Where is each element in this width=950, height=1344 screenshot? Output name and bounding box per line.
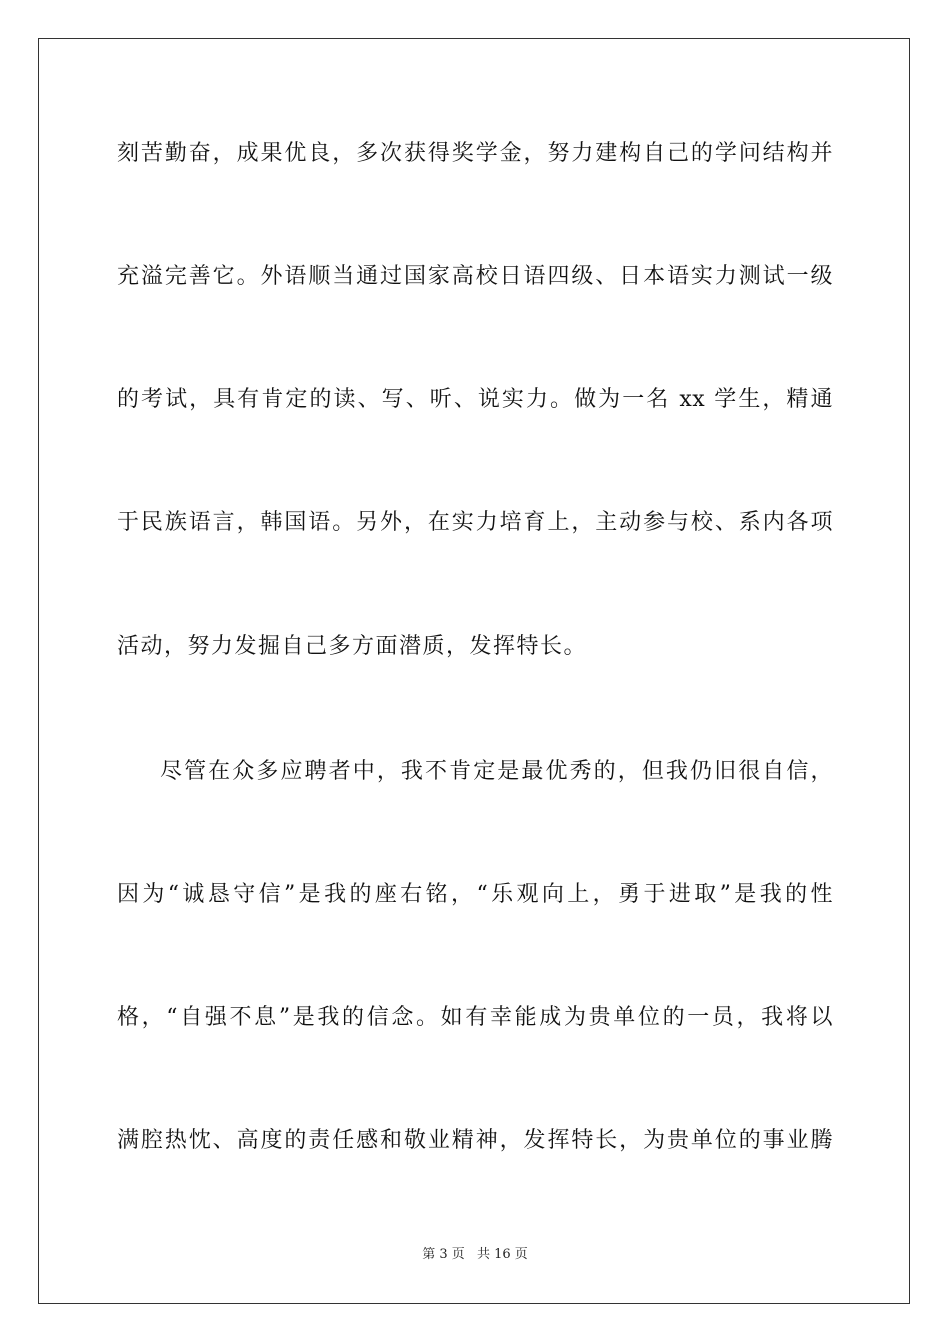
paragraph-start-line: 尽管在众多应聘者中，我不肯定是最优秀的，但我仍旧很自信， <box>160 759 833 784</box>
text-line-8: 格，“自强不息”是我的信念。如有幸能成为贵单位的一员，我将以 <box>117 1005 833 1030</box>
page-number: 第 3 页 <box>422 1247 465 1262</box>
total-pages: 共 16 页 <box>476 1247 528 1262</box>
text-line-1: 刻苦勤奋，成果优良，多次获得奖学金，努力建构自己的学问结构并 <box>117 141 833 166</box>
text-line-5: 活动，努力发掘自己多方面潜质，发挥特长。 <box>117 634 588 659</box>
text-line-7: 因为“诚恳守信”是我的座右铭，“乐观向上，勇于进取”是我的性 <box>117 882 833 907</box>
text-line-2: 充溢完善它。外语顺当通过国家高校日语四级、日本语实力测试一级 <box>117 264 833 289</box>
page-footer <box>0 1246 950 1264</box>
text-line-3: 的考试，具有肯定的读、写、听、说实力。做为一名 xx 学生，精通 <box>117 387 833 412</box>
text-line-4: 于民族语言，韩国语。另外，在实力培育上，主动参与校、系内各项 <box>117 510 833 535</box>
text-line-9: 满腔热忱、高度的责任感和敬业精神，发挥特长，为贵单位的事业腾 <box>117 1128 833 1153</box>
page-border <box>38 38 910 1304</box>
